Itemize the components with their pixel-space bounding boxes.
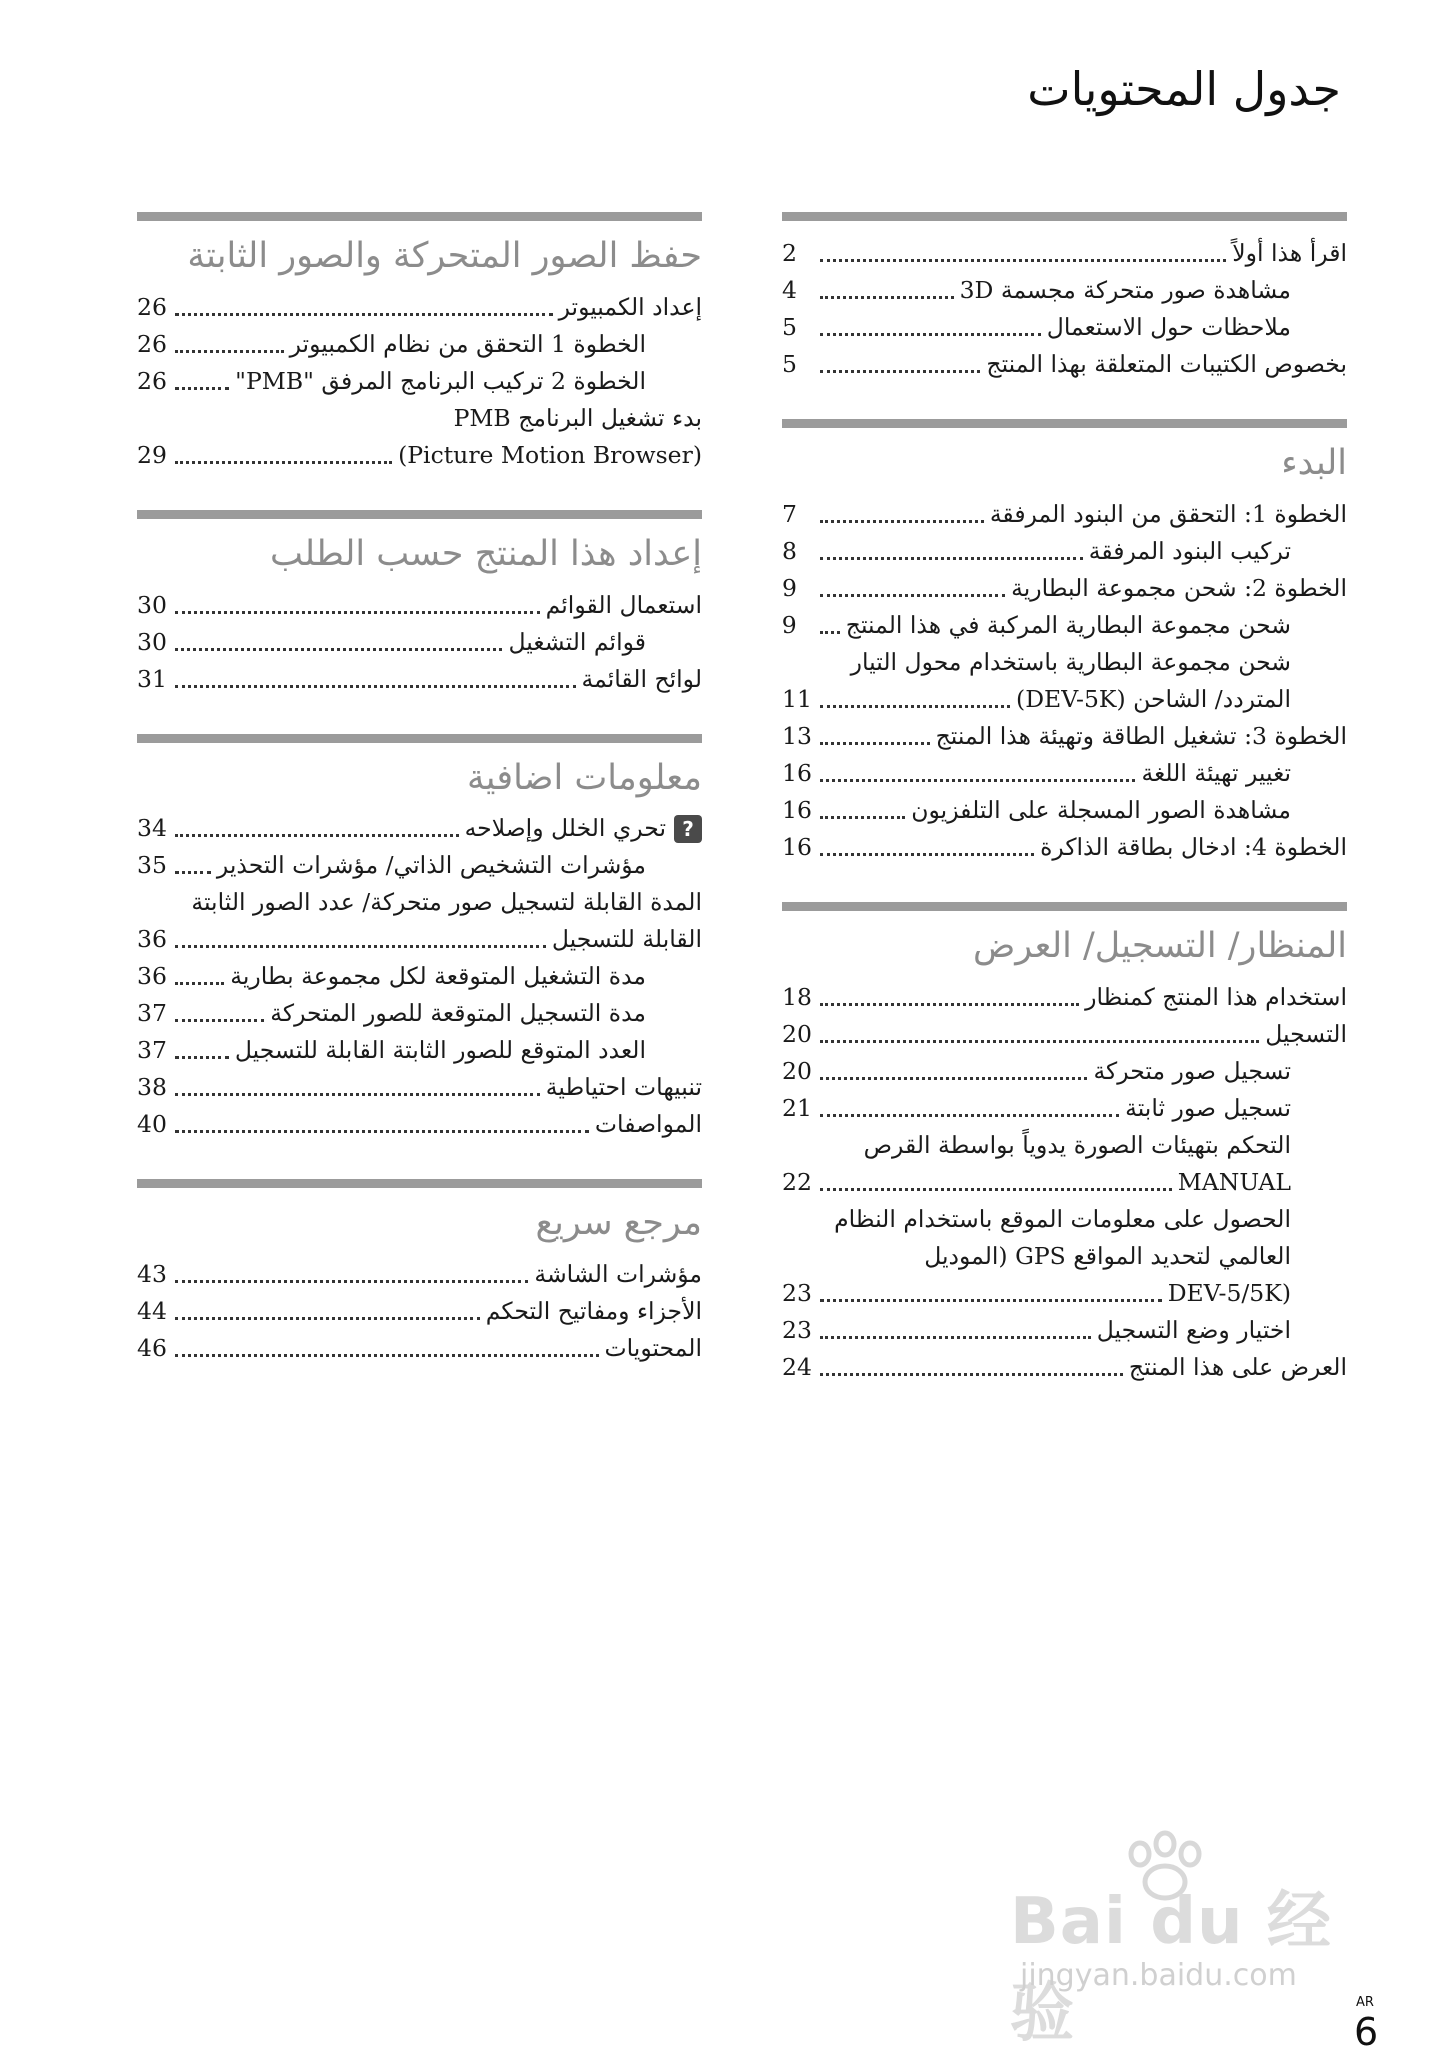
toc-entry[interactable] [782, 979, 1347, 1016]
section-heading-additional: معلومات اضافية [467, 757, 702, 798]
toc-entry-title: تسجيل صور ثابتة [1125, 1093, 1291, 1122]
toc-entry-title: القابلة للتسجيل [551, 925, 702, 954]
toc-entry-row [782, 1016, 1347, 1053]
toc-entry-row [782, 1312, 1291, 1349]
toc-entry[interactable] [137, 289, 702, 326]
toc-page-number: 23 [782, 1278, 812, 1307]
toc-page-number: 4 [782, 276, 797, 304]
toc-entry-title: (DEV-5/5K [1167, 1278, 1291, 1307]
toc-entry[interactable] [782, 829, 1347, 866]
toc-entry-text-line: المدة القابلة لتسجيل صور متحركة/ عدد الصور الثابتة [191, 888, 702, 917]
toc-entry[interactable] [782, 1127, 1291, 1201]
toc-entry-title: الخطوة 2: شحن مجموعة البطارية [1011, 573, 1347, 602]
toc-entry-title: مشاهدة الصور المسجلة على التلفزيون [911, 795, 1291, 824]
toc-page-number: 7 [782, 499, 797, 528]
watermark-logo: Bai du 经验 [1010, 1885, 1332, 2051]
toc-entry-row [137, 1032, 646, 1069]
toc-page-number: 20 [782, 1019, 812, 1048]
toc-entry-title: اختيار وضع التسجيل [1096, 1315, 1291, 1344]
toc-entry-row [137, 1330, 702, 1367]
toc-section-binoculars [782, 902, 1347, 1386]
dot-leader [820, 741, 930, 745]
toc-entry-row [137, 921, 702, 958]
toc-entry-title: قوائم التشغيل [508, 627, 646, 656]
dot-leader [175, 647, 502, 651]
toc-entry-row [137, 1293, 702, 1330]
toc-entry-row [137, 587, 702, 624]
toc-entry-text-line: العالمي لتحديد المواقع GPS (الموديل [924, 1241, 1291, 1270]
dot-leader [175, 1018, 264, 1022]
toc-page-number: 37 [137, 1036, 167, 1065]
section-divider [137, 734, 702, 743]
toc-entry[interactable] [137, 363, 646, 400]
toc-entry[interactable] [782, 1201, 1291, 1312]
toc-entry-row [782, 1090, 1291, 1127]
toc-page-number: 18 [782, 982, 812, 1011]
dot-leader [175, 312, 553, 316]
dot-leader [820, 1298, 1162, 1302]
toc-page-number: 5 [782, 313, 797, 341]
toc-section-additional [137, 734, 702, 1144]
toc-page-number: 43 [137, 1260, 167, 1288]
dot-leader [820, 1002, 1079, 1006]
toc-entry[interactable] [782, 1349, 1347, 1386]
toc-entry-text-line: التحكم بتهيئات الصورة يدوياً بواسطة القرص [863, 1130, 1291, 1159]
section-heading-start: البدء [1281, 443, 1347, 483]
toc-entry-text-line: بدء تشغيل البرنامج PMB [453, 403, 702, 432]
toc-entry[interactable] [137, 1330, 702, 1367]
toc-left-column [137, 212, 702, 1403]
toc-entry[interactable] [782, 1090, 1291, 1127]
dot-leader [175, 981, 224, 985]
toc-page-number: 26 [137, 292, 167, 321]
toc-section-start [782, 419, 1347, 866]
dot-leader [175, 1092, 540, 1096]
section-heading-customizing: إعداد هذا المنتج حسب الطلب [270, 533, 702, 574]
toc-page-number: 38 [137, 1073, 167, 1102]
toc-entry-title: الخطوة 4: ادخال بطاقة الذاكرة [1040, 832, 1347, 861]
dot-leader [175, 833, 459, 837]
toc-entry-row [137, 1069, 702, 1106]
toc-page-number: 37 [137, 999, 167, 1028]
section-heading-binoculars: المنظار/ التسجيل/ العرض [972, 925, 1347, 966]
dot-leader [175, 684, 576, 688]
toc-entry-text-line: الحصول على معلومات الموقع باستخدام النظام [834, 1204, 1291, 1233]
section-divider [137, 510, 702, 519]
toc-entry-title: مؤشرات التشخيص الذاتي/ مؤشرات التحذير [216, 851, 646, 880]
toc-page-number: 36 [137, 962, 167, 991]
toc-entry-row [782, 979, 1347, 1016]
toc-entry-row [137, 1106, 702, 1143]
toc-page-number: 26 [137, 366, 167, 395]
toc-page-number: 11 [782, 684, 812, 713]
dot-leader [175, 610, 540, 614]
toc-page-number: 9 [781, 610, 797, 639]
toc-entry[interactable] [782, 1053, 1291, 1090]
toc-entry-row [137, 958, 646, 995]
dot-leader [820, 1335, 1091, 1339]
toc-entry-row [782, 1164, 1291, 1201]
toc-entry-row [782, 1053, 1291, 1090]
dot-leader [820, 556, 1083, 560]
toc-entry-row [782, 755, 1291, 792]
toc-entry-title: الخطوة 1 التحقق من نظام الكمبيوتر [289, 329, 646, 358]
toc-entry[interactable] [137, 587, 702, 624]
toc-entry[interactable] [782, 1312, 1291, 1349]
toc-page-number: 36 [137, 925, 167, 954]
toc-page-number: 9 [782, 573, 797, 602]
toc-page-number: 46 [137, 1334, 167, 1362]
section-divider [137, 212, 702, 221]
toc-entry[interactable] [137, 624, 646, 661]
toc-entry-title: بخصوص الكتيبات المتعلقة بهذا المنتج [986, 350, 1347, 378]
toc-entry[interactable] [137, 884, 702, 958]
toc-section-quick [137, 1179, 702, 1367]
toc-page-number: 26 [137, 329, 167, 358]
toc-entry-title: الأجزاء ومفاتيح التحكم [485, 1297, 702, 1325]
toc-entry-row [137, 624, 646, 661]
toc-entry[interactable] [782, 346, 1347, 383]
toc-entry-row [137, 437, 702, 474]
section-heading-saving: حفظ الصور المتحركة والصور الثابتة [187, 236, 702, 276]
toc-entry-title: لوائح القائمة [581, 664, 702, 693]
question-icon: ? [674, 815, 702, 843]
toc-section-customizing [137, 510, 702, 698]
dot-leader [175, 1055, 229, 1059]
page-title: جدول المحتويات [1027, 62, 1341, 116]
toc-entry-row [137, 326, 646, 363]
dot-leader [820, 332, 1041, 336]
toc-page-number: 24 [782, 1352, 812, 1381]
toc-entry-title: العدد المتوقع للصور الثابتة القابلة للتسجيل [234, 1036, 646, 1065]
dot-leader [820, 852, 1034, 856]
toc-entry[interactable] [782, 570, 1347, 607]
toc-page-number: 2 [782, 239, 797, 267]
toc-entry-title: مؤشرات الشاشة [534, 1260, 702, 1288]
toc-entry-row [782, 829, 1347, 866]
toc-entry-row [137, 363, 646, 400]
toc-page-number: 16 [782, 795, 812, 824]
toc-page-number: 13 [782, 721, 812, 750]
toc-entry-title: مدة التسجيل المتوقعة للصور المتحركة [270, 999, 646, 1028]
dot-leader [820, 1113, 1119, 1117]
baidu-watermark [1010, 1830, 1380, 2051]
toc-page-number: 23 [782, 1315, 812, 1344]
toc-entry[interactable] [137, 995, 646, 1032]
dot-leader [820, 778, 1135, 782]
toc-page-number: 44 [137, 1297, 167, 1325]
dot-leader [820, 295, 954, 299]
toc-entry-title: الخطوة 3: تشغيل الطاقة وتهيئة هذا المنتج [935, 721, 1347, 750]
dot-leader [175, 386, 229, 390]
toc-entry-title: المحتويات [604, 1334, 702, 1362]
dot-leader [820, 1372, 1123, 1376]
toc-entry-row [137, 1256, 702, 1293]
toc-entry[interactable] [137, 1256, 702, 1293]
toc-page-number: 35 [137, 851, 167, 880]
dot-leader [175, 349, 284, 353]
toc-entry-row [782, 718, 1347, 755]
section-divider [137, 1179, 702, 1188]
toc-entry[interactable] [137, 1032, 646, 1069]
toc-entry-row [782, 792, 1291, 829]
language-code: AR [1356, 1995, 1374, 2010]
toc-entry-title: إعداد الكمبيوتر [558, 292, 702, 321]
toc-entry[interactable] [137, 1106, 702, 1143]
toc-entry[interactable] [137, 958, 646, 995]
toc-entry-row [137, 661, 702, 698]
toc-entry-title: MANUAL [1177, 1167, 1291, 1196]
toc-page-number: 30 [137, 627, 167, 656]
toc-entry-row [782, 272, 1291, 309]
toc-entry[interactable] [137, 1293, 702, 1330]
toc-entry[interactable] [782, 792, 1291, 829]
section-divider [782, 212, 1347, 221]
section-heading-quick: مرجع سريع [535, 1203, 702, 1244]
toc-page-number: 8 [782, 536, 797, 565]
toc-entry[interactable] [137, 326, 646, 363]
toc-page-number: 31 [137, 664, 167, 693]
toc-entry[interactable] [782, 607, 1291, 644]
toc-entry[interactable] [137, 810, 702, 847]
toc-entry[interactable] [782, 718, 1347, 755]
toc-entry-row [782, 1349, 1347, 1386]
dot-leader [820, 258, 1226, 262]
toc-entry-row [782, 496, 1347, 533]
toc-entry-title: تنبيهات احتياطية [545, 1073, 702, 1102]
toc-page-number: 21 [782, 1093, 812, 1122]
toc-section-intro [782, 212, 1347, 383]
toc-entry-row [782, 681, 1291, 718]
toc-entry-title: العرض على هذا المنتج [1128, 1352, 1347, 1381]
toc-entry[interactable] [137, 400, 702, 474]
toc-entry-title: الخطوة 2 تركيب البرنامج المرفق "PMB" [235, 366, 646, 395]
toc-entry-row [782, 309, 1291, 346]
toc-entry-title: شحن مجموعة البطارية المركبة في هذا المنتج [845, 610, 1291, 639]
toc-page-number: 29 [137, 440, 167, 469]
toc-entry-title: ملاحظات حول الاستعمال [1046, 313, 1291, 341]
toc-entry-row [137, 995, 646, 1032]
toc-page-number: 30 [137, 590, 167, 619]
toc-page-number: 22 [782, 1167, 812, 1196]
toc-entry[interactable] [137, 847, 646, 884]
toc-page-number: 16 [782, 832, 812, 861]
toc-entry-row [782, 570, 1347, 607]
toc-entry-title: المواصفات [594, 1110, 702, 1139]
dot-leader [820, 519, 984, 523]
dot-leader [175, 460, 392, 464]
dot-leader [175, 1279, 528, 1283]
dot-leader [175, 944, 546, 948]
toc-entry-title: (Picture Motion Browser) [398, 440, 702, 469]
page-number: 6 [1354, 2010, 1379, 2054]
toc-entry-title: التسجيل [1265, 1019, 1347, 1048]
toc-entry-text-line: شحن مجموعة البطارية باستخدام محول التيار [850, 647, 1291, 676]
watermark-url: jingyan.baidu.com [1020, 1958, 1297, 1993]
toc-entry-title: مشاهدة صور متحركة مجسمة 3D [959, 276, 1291, 304]
toc-entry-title: اقرأ هذا أولاً [1232, 239, 1347, 267]
toc-entry[interactable] [782, 309, 1291, 346]
toc-entry-row [782, 346, 1347, 383]
toc-entry[interactable] [137, 1069, 702, 1106]
dot-leader [175, 1353, 599, 1357]
toc-entry-row [137, 810, 702, 847]
toc-entry-title: استخدام هذا المنتج كمنظار [1085, 982, 1347, 1011]
toc-entry-row [137, 847, 646, 884]
toc-entry[interactable] [782, 533, 1291, 570]
dot-leader [820, 1076, 1087, 1080]
toc-section-saving [137, 212, 702, 474]
dot-leader [820, 1187, 1172, 1191]
toc-entry-row [782, 607, 1291, 644]
toc-entry-title: تسجيل صور متحركة [1093, 1056, 1291, 1085]
toc-entry-title: مدة التشغيل المتوقعة لكل مجموعة بطارية [230, 962, 646, 991]
toc-entry-row [137, 289, 702, 326]
toc-page-number: 5 [782, 350, 797, 378]
toc-entry[interactable] [782, 272, 1291, 309]
section-divider [782, 902, 1347, 911]
toc-entry-title: المتردد/ الشاحن (DEV-5K) [1016, 684, 1291, 713]
toc-entry-title: استعمال القوائم [545, 590, 702, 619]
toc-entry-title: تغيير تهيئة اللغة [1141, 758, 1291, 787]
dot-leader [820, 593, 1005, 597]
toc-page-number: 40 [137, 1110, 167, 1139]
toc-entry-title: الخطوة 1: التحقق من البنود المرفقة [989, 499, 1347, 528]
toc-entry[interactable] [137, 661, 702, 698]
dot-leader [820, 630, 840, 634]
toc-entry[interactable] [782, 644, 1291, 718]
toc-entry-title: تركيب البنود المرفقة [1088, 536, 1291, 565]
toc-entry-row [782, 235, 1347, 272]
toc-entry[interactable] [782, 496, 1347, 533]
toc-page-number: 16 [782, 758, 812, 787]
dot-leader [820, 815, 905, 819]
toc-entry-title: تحري الخلل وإصلاحه [464, 814, 666, 843]
toc-entry-row [782, 533, 1291, 570]
toc-page-number: 20 [782, 1056, 812, 1085]
section-divider [782, 419, 1347, 428]
dot-leader [175, 1316, 480, 1320]
toc-entry[interactable] [782, 235, 1347, 272]
toc-right-column [782, 212, 1347, 1422]
toc-entry[interactable] [782, 755, 1291, 792]
dot-leader [175, 870, 211, 874]
toc-page-number: 34 [137, 814, 167, 843]
dot-leader [820, 1039, 1259, 1043]
dot-leader [820, 369, 980, 373]
toc-entry-row [782, 1275, 1291, 1312]
dot-leader [820, 704, 1010, 708]
toc-entry[interactable] [782, 1016, 1347, 1053]
dot-leader [175, 1129, 589, 1133]
